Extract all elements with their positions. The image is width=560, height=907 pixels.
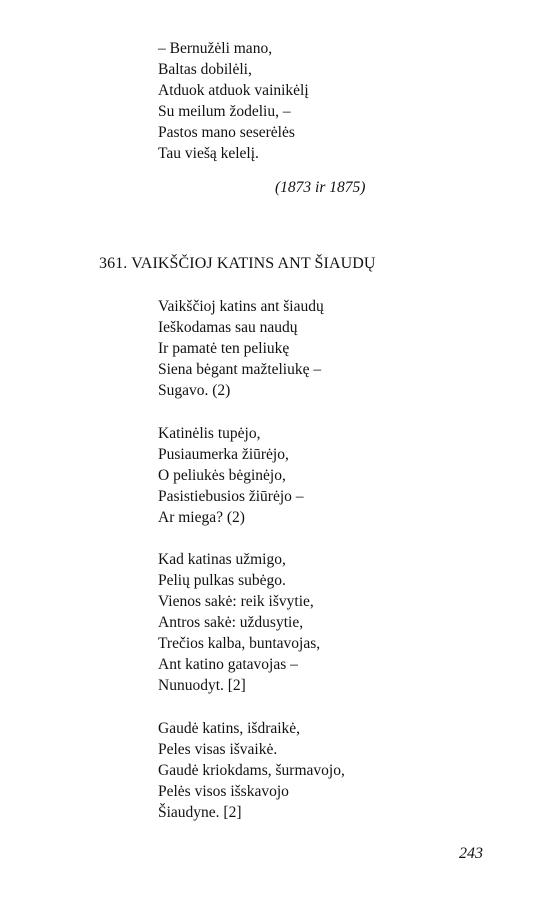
verse-line: Gaudė katins, išdraikė, [158, 720, 301, 737]
verse-line: Kad katinas užmigo, [158, 551, 286, 568]
section-heading: 361. VAIKŠČIOJ KATINS ANT ŠIAUDŲ [99, 255, 376, 272]
stanza-3 [158, 549, 320, 696]
stanza-4 [158, 718, 345, 823]
verse-line: Pelės visos išskavojo [158, 783, 289, 800]
verse-line: – Bernužėli mano, [158, 40, 273, 57]
verse-line: Ieškodamas sau naudų [158, 319, 298, 336]
stanza-1 [158, 296, 324, 401]
verse-line: Vaikščioj katins ant šiaudų [158, 298, 324, 315]
verse-line: Pasistiebusios žiūrėjo – [158, 488, 304, 505]
verse-line: Sugavo. (2) [158, 382, 231, 399]
verse-line: Atduok atduok vainikėlį [158, 82, 309, 99]
verse-line: Su meilum žodeliu, – [158, 103, 291, 120]
verse-line: Pusiaumerka žiūrėjo, [158, 446, 289, 463]
verse-line: Baltas dobilėli, [158, 61, 252, 78]
verse-line: Katinėlis tupėjo, [158, 425, 261, 442]
verse-line: Ar miega? (2) [158, 509, 245, 526]
verse-line: Nunuodyt. [2] [158, 677, 246, 694]
verse-line: Ant katino gatavojas – [158, 656, 298, 673]
verse-line: Vienos sakė: reik išvytie, [158, 593, 314, 610]
date-note: (1873 ir 1875) [275, 179, 366, 196]
verse-line: Pastos mano seserėlės [158, 124, 295, 141]
verse-line: Tau viešą kelelį. [158, 145, 259, 162]
verse-line: Peles visas išvaikė. [158, 741, 278, 758]
page-number: 243 [459, 845, 483, 862]
verse-line: Šiaudyne. [2] [158, 804, 242, 821]
verse-line: Gaudė kriokdams, šurmavojo, [158, 762, 345, 779]
stanza-2 [158, 423, 304, 528]
verse-line: Pelių pulkas subėgo. [158, 572, 286, 589]
verse-line: O peliukės bėginėjo, [158, 467, 286, 484]
verse-line: Antros sakė: uždusytie, [158, 614, 304, 631]
verse-line: Siena bėgant mažteliukę – [158, 361, 322, 378]
continuation-stanza [158, 38, 309, 164]
verse-line: Trečios kalba, buntavojas, [158, 635, 321, 652]
verse-line: Ir pamatė ten peliukę [158, 340, 290, 357]
